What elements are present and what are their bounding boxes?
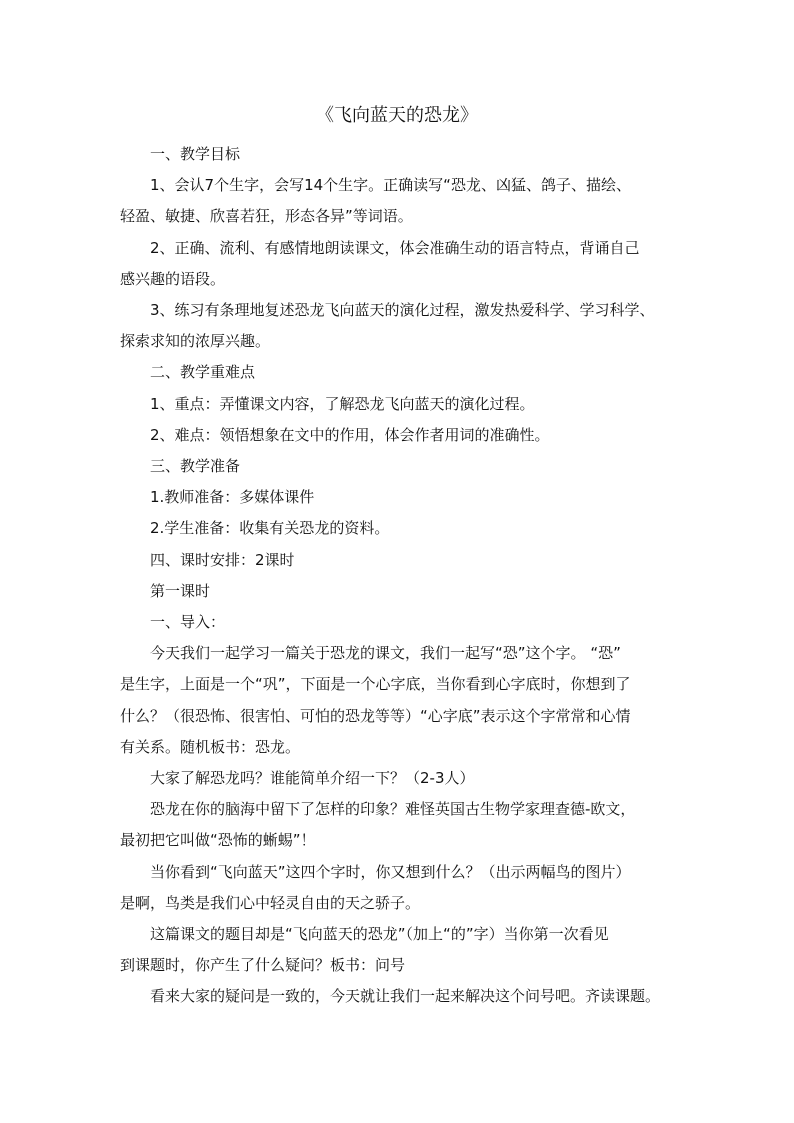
heading-key-points: 二、教学重难点	[150, 363, 256, 381]
heading-first-lesson: 第一课时	[150, 582, 211, 600]
paragraph-line: 2.学生准备：收集有关恐龙的资料。	[150, 519, 390, 537]
heading-teaching-goals: 一、教学目标	[150, 145, 241, 163]
paragraph-line: 2、正确、流利、有感情地朗读课文，体会准确生动的语言特点，背诵自己	[150, 239, 640, 257]
paragraph-line: 探索求知的浓厚兴趣。	[120, 332, 271, 350]
paragraph-line: 什么？（很恐怖、很害怕、可怕的恐龙等等）“心字底”表示这个字常常和心情	[120, 707, 631, 725]
document-title: 《飞向蓝天的恐龙》	[316, 105, 478, 126]
paragraph-line: 有关系。随机板书：恐龙。	[120, 738, 301, 756]
paragraph-line: 恐龙在你的脑海中留下了怎样的印象？难怪英国古生物学家理查德-欧文，	[150, 800, 636, 818]
paragraph-line: 轻盈、敏捷、欣喜若狂，形态各异”等词语。	[120, 207, 413, 225]
heading-introduction: 一、导入：	[150, 613, 226, 631]
paragraph-line: 最初把它叫做“恐怖的蜥蜴”！	[120, 831, 316, 849]
paragraph-line: 大家了解恐龙吗？谁能简单介绍一下？（2-3人）	[150, 769, 475, 787]
paragraph-line: 是啊，鸟类是我们心中轻灵自由的天之骄子。	[120, 894, 421, 912]
paragraph-line: 今天我们一起学习一篇关于恐龙的课文，我们一起写“恐”这个字。 “恐”	[150, 644, 621, 662]
paragraph-line: 1.教师准备：多媒体课件	[150, 488, 315, 506]
paragraph-line: 当你看到“飞向蓝天”这四个字时，你又想到什么？（出示两幅鸟的图片）	[150, 863, 631, 881]
paragraph-line: 到课题时，你产生了什么疑问？板书：问号	[120, 956, 406, 974]
heading-schedule: 四、课时安排：2课时	[150, 551, 295, 569]
heading-preparation: 三、教学准备	[150, 457, 241, 475]
paragraph-line: 1、重点：弄懂课文内容，了解恐龙飞向蓝天的演化过程。	[150, 395, 535, 413]
paragraph-line: 是生字，上面是一个“巩”，下面是一个心字底，当你看到心字底时，你想到了	[120, 675, 631, 693]
paragraph-line: 1、会认7个生字，会写14个生字。正确读写“恐龙、凶猛、鸽子、描绘、	[150, 176, 631, 194]
paragraph-line: 3、练习有条理地复述恐龙飞向蓝天的演化过程，激发热爱科学、学习科学、	[150, 301, 655, 319]
paragraph-line: 看来大家的疑问是一致的，今天就让我们一起来解决这个问号吧。齐读课题。	[150, 987, 661, 1005]
paragraph-line: 2、难点：领悟想象在文中的作用，体会作者用词的准确性。	[150, 426, 550, 444]
paragraph-line: 这篇课文的题目却是“飞向蓝天的恐龙”（加上“的”字）当你第一次看见	[150, 925, 609, 943]
paragraph-line: 感兴趣的语段。	[120, 270, 226, 288]
